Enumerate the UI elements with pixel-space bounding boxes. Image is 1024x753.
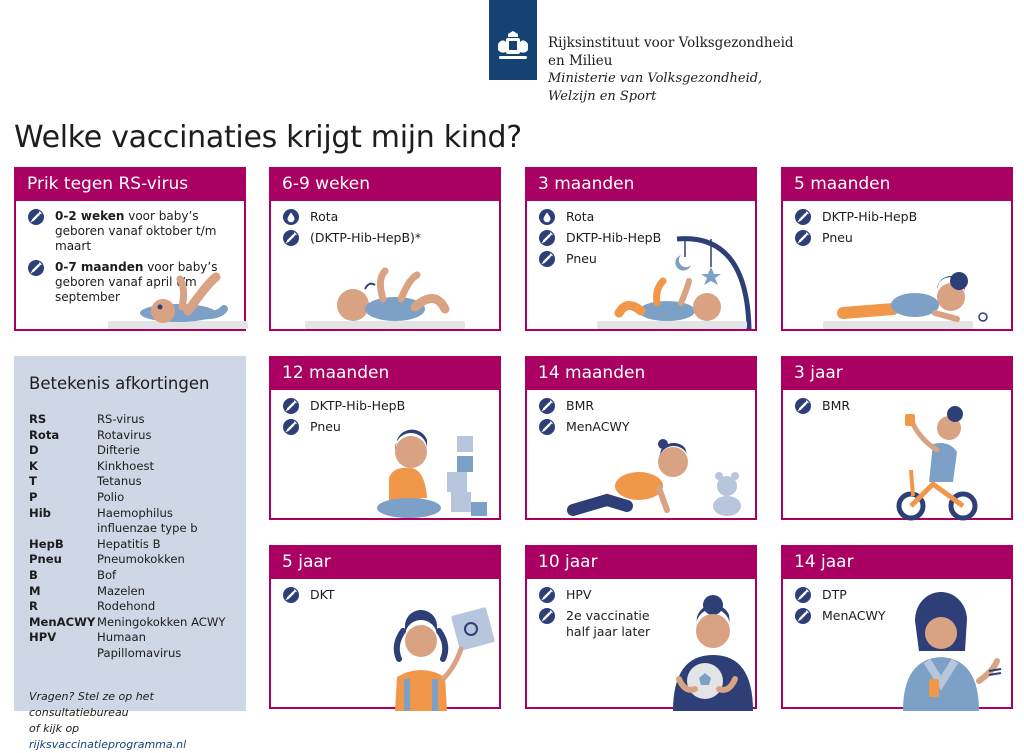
legend-meaning: Tetanus — [97, 474, 142, 489]
item-text: DTP — [822, 587, 847, 602]
syringe-icon — [795, 209, 811, 225]
card-title: 14 jaar — [783, 547, 1011, 579]
legend-row — [29, 490, 232, 506]
legend-abbr: B — [29, 567, 38, 582]
card-6-9-weken — [269, 167, 501, 331]
card-10-jaar — [525, 545, 757, 709]
item-text: voor baby’s geboren vanaf april t/m september — [55, 260, 218, 304]
note-line-1: Vragen? Stel ze op het consultatiebureau — [29, 689, 154, 719]
item-text: (DKTP-Hib-HepB)* — [310, 230, 422, 245]
age-range: 0-2 weken — [55, 209, 125, 223]
legend-abbr: M — [29, 583, 41, 598]
list-item — [283, 398, 489, 414]
card-title: 5 jaar — [271, 547, 499, 579]
list-item — [283, 230, 489, 246]
item-text: voor baby’s geboren vanaf oktober t/m maart — [55, 209, 217, 253]
legend-abbr: K — [29, 458, 38, 473]
legend-row — [29, 552, 232, 568]
legend-row — [29, 584, 232, 600]
legend-row — [29, 630, 232, 661]
syringe-icon — [283, 587, 299, 603]
card-title: 14 maanden — [527, 358, 755, 390]
child-bike-illustration — [883, 400, 1013, 520]
legend-meaning: Rotavirus — [97, 427, 152, 442]
legend-row — [29, 474, 232, 490]
card-title: 3 maanden — [527, 169, 755, 201]
legend-abbr: Rota — [29, 427, 60, 442]
legend-abbr: R — [29, 599, 38, 614]
government-logo — [489, 0, 537, 80]
syringe-icon — [283, 419, 299, 435]
organization-name — [548, 34, 794, 106]
vaccine-list — [527, 390, 755, 435]
card-title: 3 jaar — [783, 358, 1011, 390]
baby-crawling-illustration — [823, 269, 1013, 331]
abbreviations-legend — [14, 356, 246, 751]
legend-row — [29, 428, 232, 444]
legend-row — [29, 537, 232, 553]
list-item — [539, 398, 745, 414]
legend-meaning: Pneumokokken — [97, 552, 185, 567]
list-item — [28, 209, 234, 254]
syringe-icon — [28, 260, 44, 276]
syringe-icon — [795, 230, 811, 246]
item-text: 2e vaccinatie half jaar later — [566, 608, 651, 639]
item-text: DKTP-Hib-HepB — [822, 209, 918, 224]
legend-abbr: T — [29, 474, 37, 489]
legend-row — [29, 459, 232, 475]
legend-abbr: Pneu — [29, 552, 62, 567]
teen-phone-illustration — [893, 591, 1013, 711]
legend-abbr: P — [29, 489, 38, 504]
card-14-jaar — [781, 545, 1013, 709]
drop-icon — [283, 209, 299, 225]
legend-note — [29, 689, 232, 753]
card-title: 5 maanden — [783, 169, 1011, 201]
legend-title: Betekenis afkortingen — [29, 374, 210, 393]
card-5-maanden — [781, 167, 1013, 331]
item-text: BMR — [822, 398, 851, 413]
org-line-1: Rijksinstituut voor Volksgezondheid — [548, 35, 794, 51]
item-text: DKTP-Hib-HepB — [310, 398, 406, 413]
card-14-maanden — [525, 356, 757, 520]
syringe-icon — [795, 398, 811, 414]
item-text: Rota — [310, 209, 339, 224]
legend-row — [29, 412, 232, 428]
legend-abbr: D — [29, 443, 39, 458]
list-item — [795, 230, 1001, 246]
card-3-jaar — [781, 356, 1013, 520]
vaccine-list — [783, 201, 1011, 246]
legend-row — [29, 506, 232, 537]
legend-row — [29, 443, 232, 459]
child-drawing-illustration — [391, 597, 503, 711]
legend-meaning: Mazelen — [97, 583, 146, 598]
syringe-icon — [795, 587, 811, 603]
legend-meaning: Polio — [97, 489, 125, 504]
legend-abbr: HPV — [29, 630, 57, 645]
toddler-blocks-illustration — [371, 428, 499, 520]
item-text: Pneu — [310, 419, 341, 434]
syringe-icon — [539, 251, 555, 267]
legend-meaning: Kinkhoest — [97, 458, 155, 473]
syringe-icon — [283, 230, 299, 246]
item-text: Pneu — [566, 251, 597, 266]
syringe-icon — [539, 419, 555, 435]
legend-row — [29, 615, 232, 631]
item-text: DKT — [310, 587, 335, 602]
legend-table — [29, 412, 232, 662]
card-12-maanden — [269, 356, 501, 520]
syringe-icon — [283, 398, 299, 414]
legend-row — [29, 599, 232, 615]
vaccine-list — [271, 201, 499, 246]
child-football-illustration — [665, 593, 757, 711]
legend-abbr: Hib — [29, 505, 51, 520]
syringe-icon — [795, 608, 811, 624]
item-text: BMR — [566, 398, 595, 413]
item-text: HPV — [566, 587, 592, 602]
note-line-2: of kijk op — [29, 721, 80, 735]
item-text: MenACWY — [566, 419, 630, 434]
ministry-line-1: Ministerie van Volksgezondheid, — [548, 71, 763, 86]
coat-of-arms-icon — [495, 30, 531, 64]
legend-abbr: RS — [29, 412, 47, 426]
card-title: 12 maanden — [271, 358, 499, 390]
legend-meaning: Meningokokken ACWY — [97, 614, 226, 629]
card-5-jaar — [269, 545, 501, 709]
legend-meaning: Rodehond — [97, 599, 156, 614]
website-link[interactable]: rijksvaccinatieprogramma.nl — [29, 737, 187, 751]
legend-abbr: MenACWY — [29, 614, 96, 629]
item-text: DKTP-Hib-HepB — [566, 230, 662, 245]
list-item — [283, 209, 489, 225]
syringe-icon — [28, 209, 44, 225]
list-item — [539, 209, 745, 225]
card-title: 6-9 weken — [271, 169, 499, 201]
card-title: Prik tegen RS-virus — [16, 169, 244, 201]
legend-row — [29, 568, 232, 584]
legend-meaning: Haemophilus influenzae type b — [97, 505, 198, 536]
legend-meaning: Difterie — [97, 443, 140, 458]
item-text: Pneu — [822, 230, 853, 245]
drop-icon — [539, 209, 555, 225]
item-text: MenACWY — [822, 608, 886, 623]
legend-meaning: Hepatitis B — [97, 536, 161, 551]
item-text: Rota — [566, 209, 595, 224]
age-range: 0-7 maanden — [55, 260, 144, 274]
baby-illustration — [305, 269, 475, 331]
list-item — [795, 209, 1001, 225]
toddler-crawling-illustration — [567, 430, 757, 520]
legend-meaning: RS-virus — [97, 412, 145, 426]
page-title: Welke vaccinaties krijgt mijn kind? — [14, 120, 522, 155]
card-3-maanden — [525, 167, 757, 331]
org-line-2: en Milieu — [548, 53, 613, 69]
ministry-line-2: Welzijn en Sport — [548, 89, 657, 104]
syringe-icon — [539, 587, 555, 603]
legend-meaning: Bof — [97, 567, 117, 582]
baby-illustration — [108, 273, 248, 331]
card-title: 10 jaar — [527, 547, 755, 579]
syringe-icon — [539, 230, 555, 246]
legend-abbr: HepB — [29, 536, 64, 551]
card-rs-virus — [14, 167, 246, 331]
legend-meaning: Humaan Papillomavirus — [97, 630, 182, 660]
baby-mobile-illustration — [597, 229, 757, 331]
syringe-icon — [539, 398, 555, 414]
syringe-icon — [539, 608, 555, 624]
